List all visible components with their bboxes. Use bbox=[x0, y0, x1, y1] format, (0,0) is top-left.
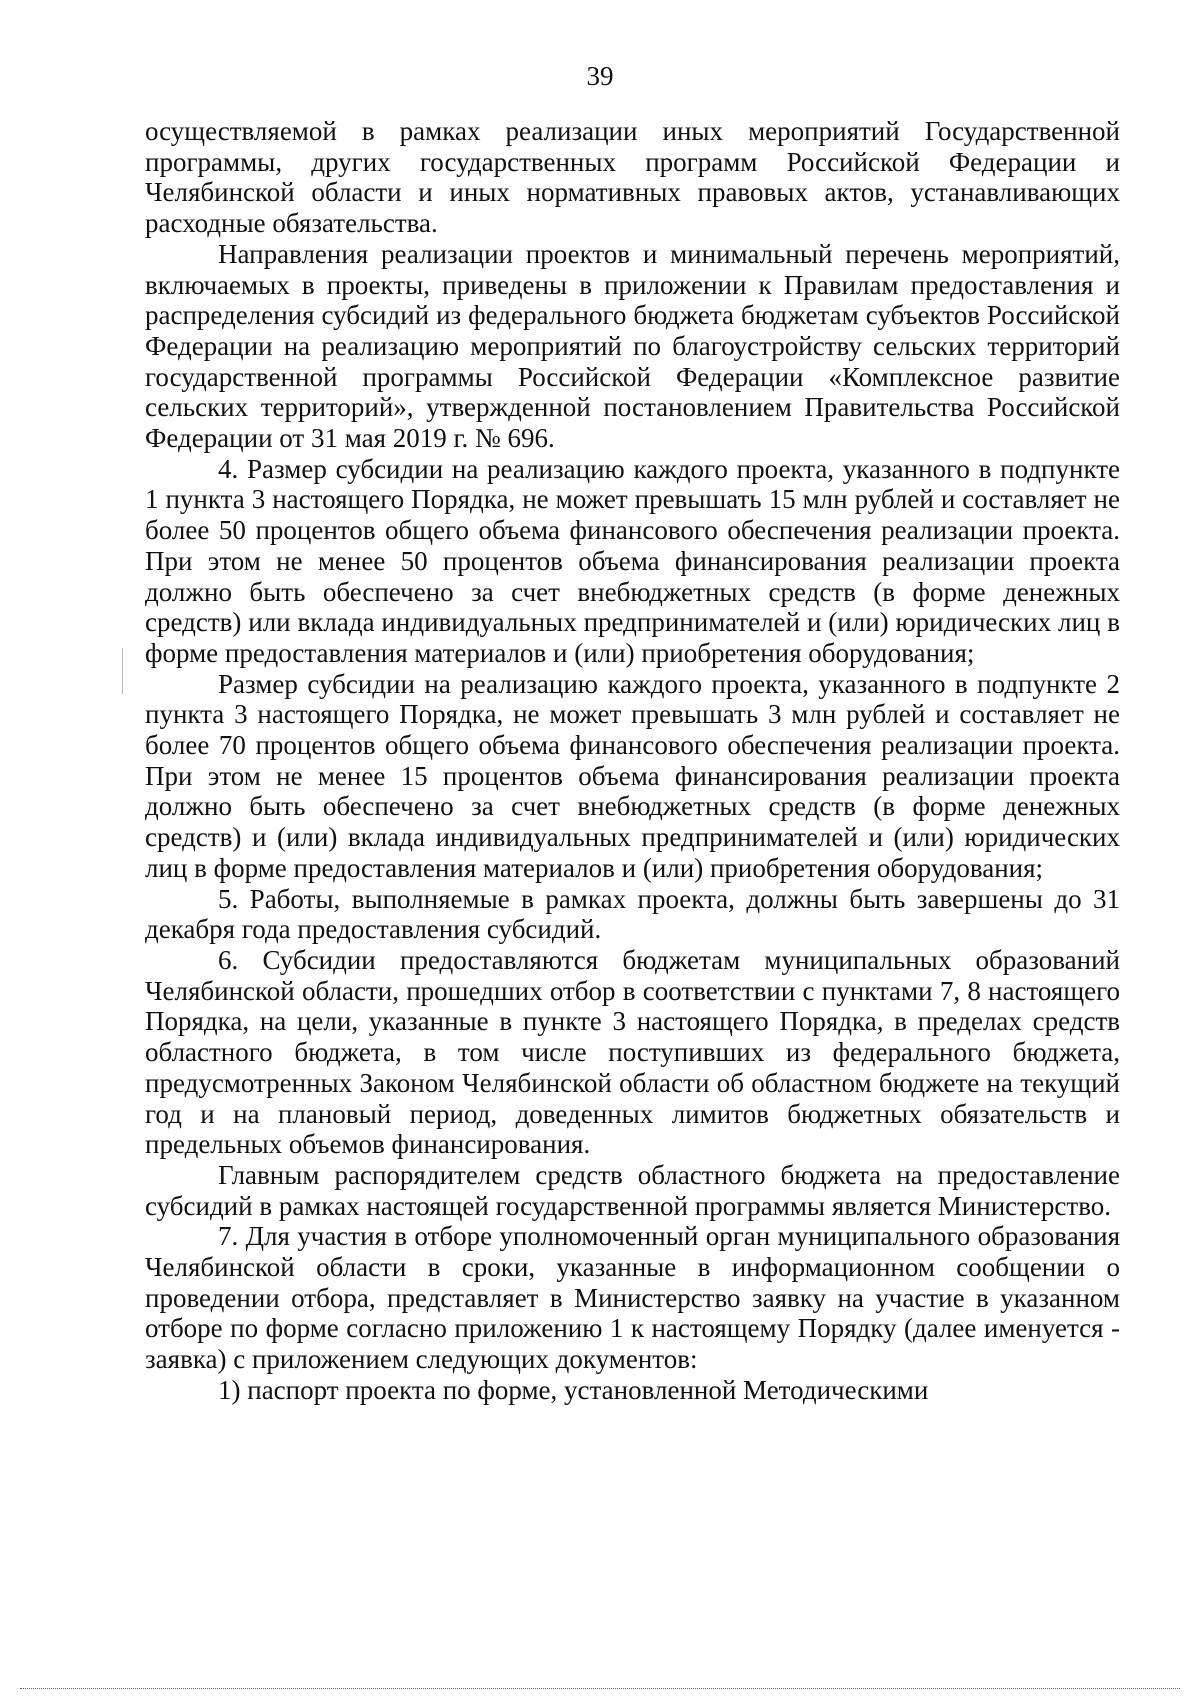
scan-margin-mark bbox=[122, 648, 123, 694]
paragraph-item-5: 5. Работы, выполняемые в рамках проекта, должны быть завершены до 31 декабря года предоставления субсидий. bbox=[145, 883, 1120, 945]
paragraph-item-7: 7. Для участия в отборе уполномоченный орган муниципального образования Челябинской области в сроки, указанные в информационном сообщении о проведении отбора, представляет в Министерство заявку на участие в указанном отборе по форме согласно приложению 1 к настоящему Порядку (далее именуется - заявка) с приложением следующих документов: bbox=[145, 1221, 1120, 1375]
paragraph-item-6: 6. Субсидии предоставляются бюджетам муниципальных образований Челябинской области, прошедших отбор в соответствии с пунктами 7, 8 настоящего Порядка, на цели, указанные в пункте 3 настоящего Порядка, в пределах средств областного бюджета, в том числе поступивших из федерального бюджета, предусмотренных Законом Челябинской области об областном бюджете на текущий год и на плановый период, доведенных лимитов бюджетных обязательств и предельных объемов финансирования. bbox=[145, 944, 1120, 1160]
paragraph-subitem-1: 1) паспорт проекта по форме, установленной Методическими bbox=[218, 1374, 929, 1405]
scan-bottom-edge bbox=[20, 1688, 1180, 1689]
document-body bbox=[145, 116, 1120, 1406]
page-number: 39 bbox=[586, 61, 614, 91]
paragraph-project-directions: Направления реализации проектов и минимальный перечень мероприятий, включаемых в проекты, приведены в приложении к Правилам предоставления и распределения субсидий из федерального бюджета бюджетам субъектов Российской Федерации на реализацию мероприятий по благоустройству сельских территорий государственной программы Российской Федерации «Комплексное развитие сельских территорий», утвержденной постановлением Правительства Российской Федерации от 31 мая 2019 г. № 696. bbox=[145, 238, 1120, 454]
paragraph-subsidy-size-subitem-2: Размер субсидии на реализацию каждого проекта, указанного в подпункте 2 пункта 3 настоящего Порядка, не может превышать 3 млн рублей и составляет не более 70 процентов общего объема финансового обеспечения реализации проекта. При этом не менее 15 процентов объема финансирования реализации проекта должно быть обеспечено за счет внебюджетных средств (в форме денежных средств) и (или) вклада индивидуальных предпринимателей и (или) юридических лиц в форме предоставления материалов и (или) приобретения оборудования; bbox=[145, 668, 1120, 883]
paragraph-item-4: 4. Размер субсидии на реализацию каждого проекта, указанного в подпункте 1 пункта 3 настоящего Порядка, не может превышать 15 млн рублей и составляет не более 50 процентов общего объема финансового обеспечения реализации проекта. При этом не менее 50 процентов объема финансирования реализации проекта должно быть обеспечено за счет внебюджетных средств (в форме денежных средств) или вклада индивидуальных предпринимателей и (или) юридических лиц в форме предоставления материалов и (или) приобретения оборудования; bbox=[145, 453, 1120, 668]
paragraph-main-administrator: Главным распорядителем средств областного бюджета на предоставление субсидий в рамках настоящей государственной программы является Министерство. bbox=[145, 1159, 1120, 1221]
paragraph-continuation: осуществляемой в рамках реализации иных мероприятий Государственной программы, других государственных программ Российской Федерации и Челябинской области и иных нормативных правовых актов, устанавливающих расходные обязательства. bbox=[145, 116, 1120, 239]
